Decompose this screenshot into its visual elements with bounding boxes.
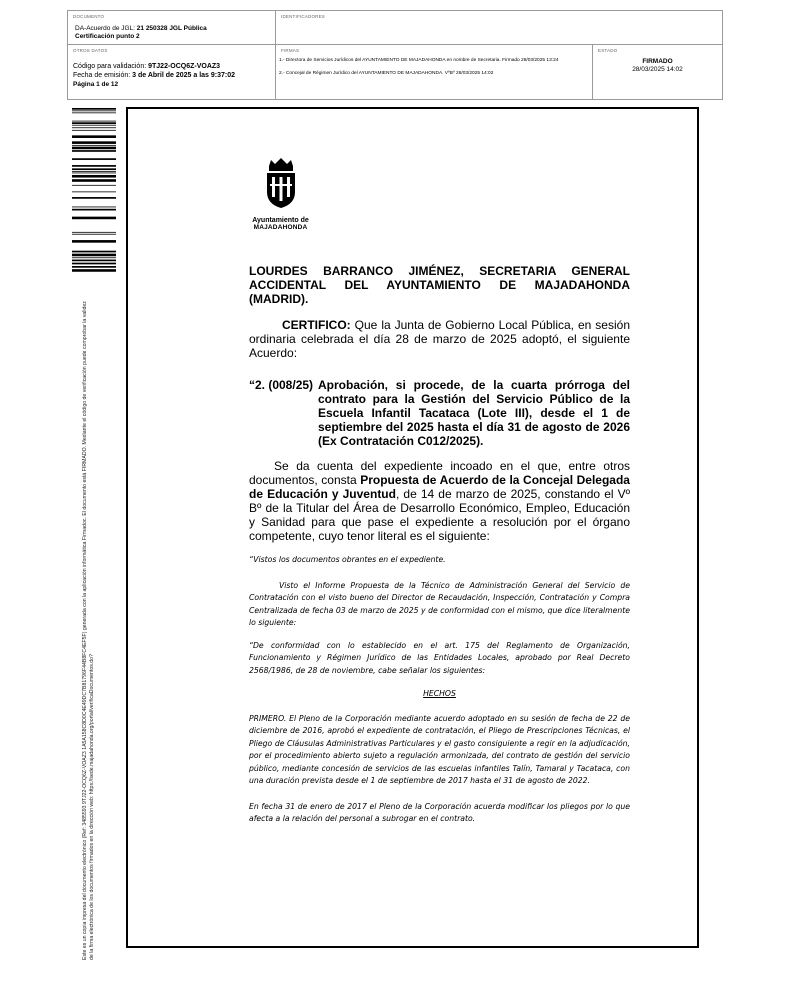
certifico-paragraph xyxy=(249,318,630,360)
municipal-logo xyxy=(243,158,318,231)
otros-datos-cell xyxy=(68,45,276,99)
documento-cell xyxy=(68,11,276,45)
italic-paragraph-1: “Vistos los documentos obrantes en el expediente. xyxy=(249,555,446,564)
agenda-number: “2. (008/25) xyxy=(249,378,314,392)
estado-value: FIRMADO xyxy=(642,58,673,65)
dacuenta-text-b: , de 14 de marzo de 2025, constando el Vº Bº de la Titular del Área de Desarrollo Económico, Empleo, Educación y Sanidad para que pase el expediente a resolución por el órgano competente, cuyo tenor literal es el siguiente: xyxy=(249,487,631,543)
documento-prefix: DA-Acuerdo de JGL: xyxy=(75,25,137,32)
agenda-item xyxy=(249,378,630,448)
firma-1: 1.- Directora de Servicios Jurídicos del AYUNTAMIENTO DE MAJADAHONDA en nombre de Secretaria. Firmado 28/03/2025 13:24 xyxy=(279,58,559,63)
issue-date-value: 3 de Abril de 2025 a las 9:37:02 xyxy=(132,72,236,79)
page-count: Página 1 de 12 xyxy=(73,81,119,88)
estado-date: 28/03/2025 14:02 xyxy=(632,66,683,73)
validation-code-prefix: Código para validación: xyxy=(73,63,149,70)
coat-of-arms-icon xyxy=(261,158,301,210)
estado-cell xyxy=(593,45,722,99)
title-line2: ACCIDENTAL DEL AYUNTAMIENTO DE MAJADAHONDA (MADRID). xyxy=(249,278,630,306)
certifico-text: Que la Junta de Gobierno Local Pública, en sesión ordinaria celebrada el día 28 de marzo de 2025 adoptó, el siguiente Acuerdo: xyxy=(249,318,630,360)
firmas-cell xyxy=(276,45,593,99)
italic-paragraph-primero: PRIMERO. El Pleno de la Corporación mediante acuerdo adoptado en su sesión de fecha de 22 de diciembre de 2016, aprobó el expediente de contratación, el Pliego de Prescripciones Técnicas, el Pliego de Cláusulas Administrativas Particulares y el gasto consiguiente a regir en la adjudicación, por el procedimiento abierto sujeto a regulación armonizada, del contrato de gestión del servicio público, mediante concesión de servicios de las escuelas infantiles Talín, Tamaral y Tacataca, con una duración prevista desde el 1 de septiembre de 2017 hasta el 31 de agosto de 2022. xyxy=(249,714,630,786)
firmas-label: FIRMAS xyxy=(281,48,300,53)
dacuenta-bold: Propuesta de Acuerdo de la Concejal Delegada de Educación y Juventud xyxy=(249,473,630,501)
documento-line1 xyxy=(75,25,207,32)
firma-2: 2.- Concejal de Régimen Jurídico del AYUNTAMIENTO DE MAJADAHONDA. VºBº 28/03/2025 14:02 xyxy=(279,71,494,76)
validation-code-value: 9TJ22-OCQ6Z-VOAZ3 xyxy=(148,63,221,70)
italic-paragraph-6: En fecha 31 de enero de 2017 el Pleno de la Corporación acuerda modificar los pliegos por lo que afecta a la relación del personal a subrogar en el contrato. xyxy=(249,802,630,824)
dacuenta-paragraph xyxy=(249,459,630,543)
issue-date-prefix: Fecha de emisión: xyxy=(73,72,133,79)
italic-paragraph-3: “De conformidad con lo establecido en el art. 175 del Reglamento de Organización, Funcionamiento y Régimen Jurídico de las Entidades Locales, aprobado por Real Decreto 2568/1986, de 28 de noviembre, cabe señalar los siguientes: xyxy=(249,641,630,675)
logo-line2: MAJADAHONDA xyxy=(253,224,308,231)
identificadores-cell xyxy=(276,11,722,45)
issue-date xyxy=(73,72,235,79)
documento-id: 21 250328 JGL Pública xyxy=(136,25,207,32)
estado-label: ESTADO xyxy=(598,48,618,53)
agenda-text: Aprobación, si procede, de la cuarta prórroga del contrato para la Gestión del Servicio Público de la Escuela Infantil Tacataca (Lote III), desde el 1 de septiembre del 2025 hasta el día 31 de agosto de 2026 (Ex Contratación C012/2025). xyxy=(318,378,630,448)
logo-line1: Ayuntamiento de xyxy=(252,217,309,224)
certificate-title xyxy=(249,264,630,306)
documento-line2: Certificación punto 2 xyxy=(75,33,140,40)
document-header-table xyxy=(67,10,723,100)
identificadores-label: IDENTIFICADORES xyxy=(281,14,326,19)
documento-label: DOCUMENTO xyxy=(73,14,105,19)
otros-datos-label: OTROS DATOS xyxy=(73,48,108,53)
verification-side-text: Este es un copia impresa del documento electrónico (Ref: 3485593 9TJ22-OCQ6Z-VOAZ3 1A5A158C8D0C4E49DC7B81796F44B8FC4EF5F) generada con la aplicación informática Firmadoc. El documento está FIRMADO. Mediante el código de verificación puede comprobar la validez de la firma electrónica de los documentos firmados en la dirección web: https://sede.majadahonda.org/portal/verificaDocumentos.do? xyxy=(82,301,95,960)
hechos-heading: HECHOS xyxy=(423,689,456,698)
certifico-label: CERTIFICO: xyxy=(282,318,351,332)
validation-code xyxy=(73,63,220,70)
italic-paragraph-2: Visto el Informe Propuesta de la Técnico de Administración General del Servicio de Contratación con el visto bueno del Director de Recaudación, Inspección, Contratación y Compra Centralizada de fecha 03 de marzo de 2025 y de conformidad con el mismo, que dice literalmente lo siguiente: xyxy=(249,581,630,628)
dacuenta-text-a: Se da cuenta del expediente incoado en el que, entre otros documentos, consta xyxy=(249,459,630,487)
certifico-indent xyxy=(249,318,282,332)
barcode-icon xyxy=(72,108,116,273)
title-line1: LOURDES BARRANCO JIMÉNEZ, SECRETARIA GENERAL xyxy=(249,264,630,278)
